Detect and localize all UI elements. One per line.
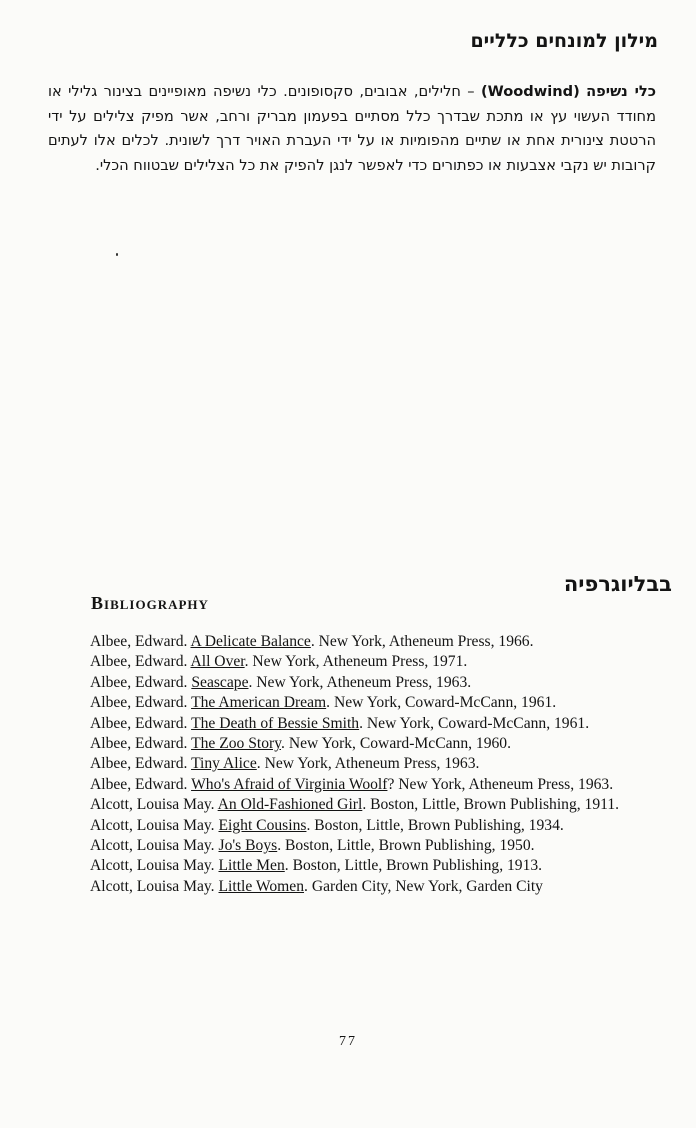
glossary-title: מילון למונחים כלליים bbox=[470, 30, 658, 52]
reference-details: . New York, Coward-McCann, 1961. bbox=[359, 714, 590, 732]
reference-item bbox=[90, 673, 686, 693]
reference-work-title: Little Men bbox=[218, 857, 285, 875]
reference-item bbox=[90, 632, 686, 652]
reference-work-title: Jo's Boys bbox=[218, 837, 278, 855]
reference-details: . Boston, Little, Brown Publishing, 1950. bbox=[277, 837, 535, 855]
reference-details: . New York, Atheneum Press, 1971. bbox=[244, 653, 468, 671]
glossary-definition: – חלילים, אבובים, סקסופונים. כלי נשיפה מאופיינים בצינור גלילי או מחודד העשוי עץ או מתכת שבדרך כלל מסתיים בפעמון מבריק ורחב, אשר מפיק צלילים על ידי הרטטת צינורית אחת או שתיים מהפומיות או על ידי העברת האויר דרך לשונית. לכלים אלו לעתים קרובות יש נקבי אצבעות או כפתורים כדי לאפשר לנגן להפיק את כל הצלילים שבטווח הכלי. bbox=[48, 83, 656, 174]
reference-details: . New York, Coward-McCann, 1961. bbox=[326, 694, 557, 712]
reference-work-title: Seascape bbox=[191, 673, 249, 691]
reference-item bbox=[90, 816, 686, 836]
reference-details: . Garden City, New York, Garden City bbox=[304, 877, 543, 895]
page-number: 77 bbox=[339, 1034, 357, 1049]
reference-details: . New York, Atheneum Press, 1963. bbox=[248, 673, 472, 691]
reference-author: Albee, Edward. bbox=[90, 714, 188, 732]
reference-details: . Boston, Little, Brown Publishing, 1911. bbox=[362, 796, 620, 814]
reference-item bbox=[90, 714, 686, 734]
reference-item bbox=[90, 836, 686, 856]
reference-author: Alcott, Louisa May. bbox=[90, 816, 215, 834]
reference-author: Albee, Edward. bbox=[90, 673, 188, 691]
reference-author: Albee, Edward. bbox=[90, 694, 188, 712]
reference-item bbox=[90, 693, 686, 713]
reference-work-title: All Over bbox=[190, 653, 245, 671]
glossary-entry-woodwind bbox=[48, 80, 656, 178]
reference-work-title: The American Dream bbox=[191, 694, 327, 712]
reference-work-title: The Death of Bessie Smith bbox=[191, 714, 360, 732]
reference-details: . New York, Atheneum Press, 1966. bbox=[310, 633, 534, 650]
reference-details: ? New York, Atheneum Press, 1963. bbox=[387, 775, 614, 793]
glossary-term-english: (Woodwind) bbox=[481, 83, 580, 100]
reference-item bbox=[90, 795, 686, 815]
reference-author: Albee, Edward. bbox=[90, 735, 188, 753]
reference-author: Alcott, Louisa May. bbox=[90, 857, 215, 875]
reference-work-title: The Zoo Story bbox=[191, 735, 282, 753]
reference-details: . Boston, Little, Brown Publishing, 1913. bbox=[284, 857, 543, 875]
reference-details: . New York, Coward-McCann, 1960. bbox=[281, 735, 512, 753]
reference-list bbox=[90, 632, 686, 897]
reference-item bbox=[90, 734, 686, 754]
bibliography-title-hebrew: בבליוגרפיה bbox=[563, 572, 672, 596]
reference-author: Albee, Edward. bbox=[90, 775, 188, 793]
reference-item bbox=[90, 652, 686, 672]
reference-work-title: Who's Afraid of Virginia Woolf bbox=[191, 775, 388, 793]
reference-item bbox=[90, 754, 686, 774]
reference-work-title: Eight Cousins bbox=[218, 816, 307, 834]
reference-work-title: A Delicate Balance bbox=[190, 633, 311, 650]
reference-author: Albee, Edward. bbox=[90, 755, 188, 773]
reference-work-title: An Old-Fashioned Girl bbox=[217, 796, 363, 814]
reference-work-title: Little Women bbox=[218, 877, 305, 895]
reference-item bbox=[90, 877, 686, 897]
reference-author: Alcott, Louisa May. bbox=[90, 796, 215, 814]
reference-author: Alcott, Louisa May. bbox=[90, 877, 215, 895]
reference-author: Albee, Edward. bbox=[90, 633, 188, 650]
reference-item bbox=[90, 775, 686, 795]
reference-work-title: Tiny Alice bbox=[191, 755, 257, 773]
scan-speck bbox=[116, 253, 118, 256]
bibliography-title-english: Bibliography bbox=[91, 593, 209, 613]
reference-item bbox=[90, 856, 686, 876]
glossary-term: כלי נשיפה bbox=[586, 83, 656, 100]
reference-details: . Boston, Little, Brown Publishing, 1934. bbox=[306, 816, 564, 834]
reference-details: . New York, Atheneum Press, 1963. bbox=[256, 755, 480, 773]
reference-author: Alcott, Louisa May. bbox=[90, 837, 215, 855]
reference-author: Albee, Edward. bbox=[90, 653, 188, 671]
